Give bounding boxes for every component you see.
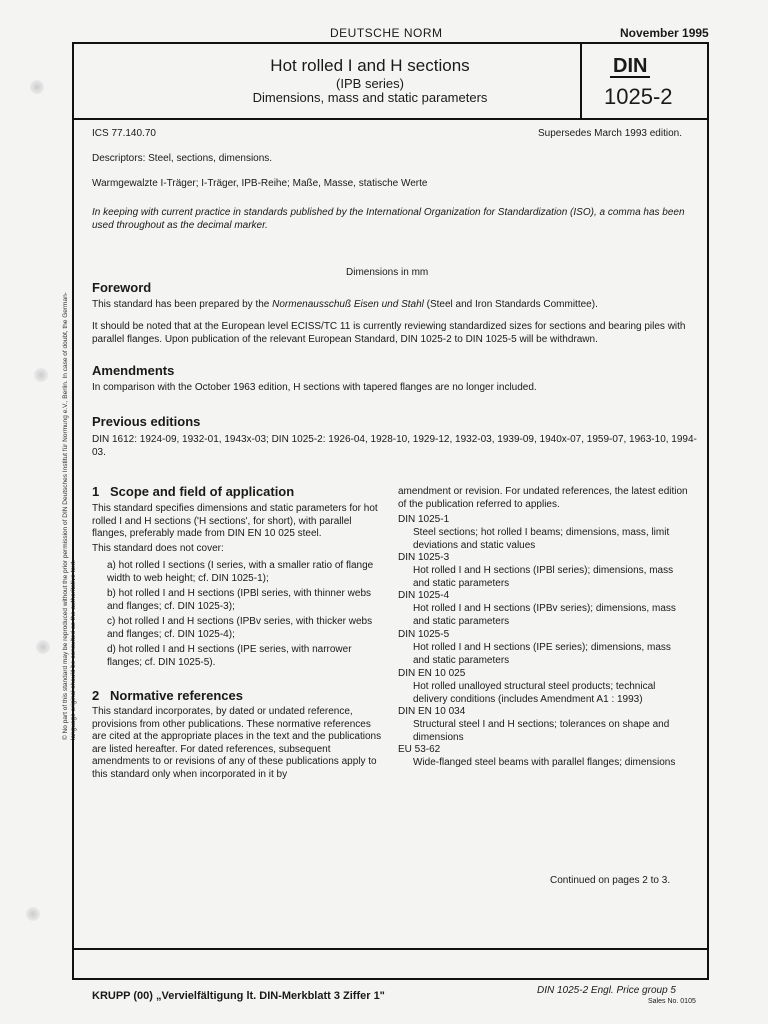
issue-date: November 1995 (620, 26, 709, 40)
punch-hole (30, 80, 44, 94)
copyright-side-note: © No part of this standard may be reproduced without the prior permission of DIN Deutsches Institut für Normung e.V., Berlin. In case of doubt, the German-language original should be consulted as the authoritative text. (62, 292, 77, 740)
foreword-text-end: (Steel and Iron Standards Committee). (423, 299, 598, 310)
exclusion-item: b) hot rolled I and H sections (IPBl series, with thinner webs and flanges; cf. DIN 1025-3); (107, 588, 372, 612)
right-column-continuation: amendment or revision. For undated references, the latest edition of the publication referred to applies. (398, 486, 688, 510)
document-title: Hot rolled I and H sections (270, 56, 470, 75)
ics-code: ICS 77.140.70 (92, 128, 156, 139)
reference-description: Hot rolled I and H sections (IPE series); dimensions, mass and static parameters (413, 642, 671, 666)
exclusion-item: c) hot rolled I and H sections (IPBv series, with thicker webs and flanges; cf. DIN 1025-4); (107, 616, 373, 640)
supersedes-note: Supersedes March 1993 edition. (538, 128, 682, 139)
reference-description: Structural steel I and H sections; tolerances on shape and dimensions (413, 719, 670, 743)
foreword-paragraph-2: It should be noted that at the European level ECISS/TC 11 is currently reviewing standardized sizes for sections and bearing piles with parallel flanges. Upon publication of the relevant European Standard, DIN 1025-2 to DIN 1025-5 will be withdrawn. (92, 321, 686, 345)
bottom-rule (72, 948, 709, 950)
foreword-paragraph-1 (92, 299, 702, 312)
footer-right: DIN 1025-2 Engl. Price group 5 (537, 985, 676, 996)
reference-description: Hot rolled I and H sections (IPBl series); dimensions, mass and static parameters (413, 565, 674, 589)
section-1-number: 1 (92, 484, 100, 499)
amendments-heading: Amendments (92, 363, 175, 378)
reference-code: DIN 1025-4 (398, 590, 450, 601)
committee-name: Normenausschuß Eisen und Stahl (272, 299, 424, 310)
reference-description: Hot rolled I and H sections (IPBv series); dimensions, mass and static parameters (413, 603, 676, 627)
reference-code: DIN 1025-1 (398, 514, 450, 525)
exclusion-item: a) hot rolled I sections (I series, with a smaller ratio of flange width to web height; cf. DIN 1025-1); (107, 560, 374, 584)
norm-label: DEUTSCHE NORM (330, 26, 443, 40)
document-subtitle-2: Dimensions, mass and static parameters (252, 90, 488, 105)
footer-left: KRUPP (00) „Vervielfältigung lt. DIN-Merkblatt 3 Ziffer 1" (92, 990, 385, 1002)
document-subtitle: (IPB series) (336, 76, 404, 91)
previous-editions-text: DIN 1612: 1924-09, 1932-01, 1943x-03; DIN 1025-2: 1926-04, 1928-10, 1929-12, 1932-03, 1939-09, 1940x-07, 1959-07, 1963-10, 1994-03. (92, 434, 697, 458)
section-1-not-cover: This standard does not cover: (92, 543, 224, 554)
previous-editions-heading: Previous editions (92, 414, 201, 429)
foreword-heading: Foreword (92, 280, 152, 295)
reference-description: Hot rolled unalloyed structural steel products; technical delivery conditions (includes Amendment A1 : 1993) (413, 681, 656, 705)
din-number: 1025-2 (604, 84, 673, 109)
descriptors: Descriptors: Steel, sections, dimensions. (92, 153, 273, 164)
reference-code: DIN 1025-5 (398, 629, 450, 640)
reference-code: DIN EN 10 034 (398, 706, 466, 717)
section-2-text: This standard incorporates, by dated or undated reference, provisions from other publications. These normative references are cited at the appropriate places in the text and the publications are listed hereafter. For dated references, subsequent amendments to or revisions of any of these publications apply to this standard only when incorporated in it by (92, 706, 382, 780)
section-1-heading: Scope and field of application (110, 484, 295, 499)
exclusion-item: d) hot rolled I and H sections (IPE series, with narrower flanges; cf. DIN 1025-5). (107, 644, 352, 668)
decimal-note: In keeping with current practice in standards published by the International Organization for Standardization (ISO), a comma has been used throughout as the decimal marker. (92, 207, 685, 231)
din-logo: DIN (610, 56, 650, 78)
section-2-number: 2 (92, 688, 100, 703)
punch-hole (34, 368, 48, 382)
punch-hole (36, 640, 50, 654)
dimensions-note: Dimensions in mm (346, 267, 429, 278)
foreword-text: This standard has been prepared by the (92, 299, 273, 310)
sales-number: Sales No. 0105 (648, 998, 696, 1005)
german-descriptors: Warmgewalzte I-Träger; I-Träger, IPB-Reihe; Maße, Masse, statische Werte (92, 178, 428, 189)
reference-code: DIN 1025-3 (398, 552, 450, 563)
section-1-intro: This standard specifies dimensions and static parameters for hot rolled I and H sections ('H sections', for short), with parallel flanges, preferably made from DIN EN 10 025 steel. (92, 503, 378, 539)
punch-hole (26, 907, 40, 921)
section-2-heading: Normative references (110, 688, 243, 703)
continued-note: Continued on pages 2 to 3. (550, 875, 671, 886)
reference-description: Wide-flanged steel beams with parallel flanges; dimensions (413, 757, 676, 768)
reference-code: DIN EN 10 025 (398, 668, 466, 679)
amendments-text: In comparison with the October 1963 edition, H sections with tapered flanges are no longer included. (92, 382, 537, 393)
reference-code: EU 53-62 (398, 744, 441, 755)
reference-description: Steel sections; hot rolled I beams; dimensions, mass, limit deviations and static values (413, 527, 670, 551)
